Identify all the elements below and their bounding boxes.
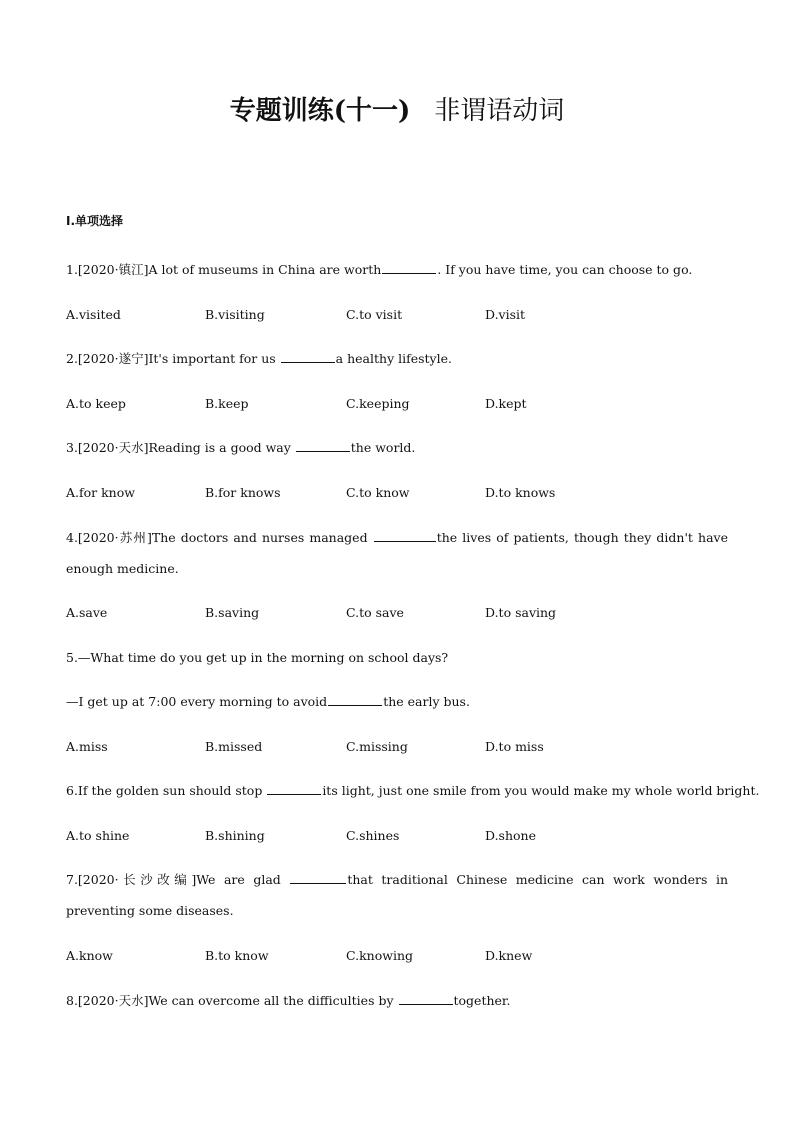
question-1: 1.[2020·镇江]A lot of museums in China are worth . If you have time, you can choose to go.: [66, 262, 693, 277]
answer-blank: [296, 439, 350, 452]
question-6: 6.If the golden sun should stop its light, just one smile from you would make my whole world bright.: [66, 783, 760, 798]
question-7: 7.[2020·长沙改编]We are glad that traditional Chinese medicine can work wonders in preventing some diseases.: [66, 872, 728, 918]
option-a: A.miss: [66, 739, 108, 754]
option-a: A.visited: [66, 307, 121, 322]
option-c: C.missing: [346, 739, 408, 754]
option-d: D.to saving: [485, 605, 557, 620]
option-c: C.to know: [346, 485, 410, 500]
option-d: D.visit: [485, 307, 526, 322]
option-c: C.knowing: [346, 948, 413, 963]
title-topic: 专题训练(十一): [229, 96, 411, 126]
option-b: B.to know: [205, 948, 269, 963]
page-title: [0, 93, 794, 129]
question-8: 8.[2020·天水]We can overcome all the difficulties by together.: [66, 993, 511, 1008]
answer-blank: [382, 261, 436, 274]
answer-blank: [399, 992, 453, 1005]
question-5-prompt: 5.—What time do you get up in the morning on school days?: [66, 650, 449, 665]
option-c: C.keeping: [346, 396, 410, 411]
option-a: A.to shine: [66, 828, 130, 843]
option-b: B.shining: [205, 828, 265, 843]
question-5: —I get up at 7:00 every morning to avoid the early bus.: [66, 694, 470, 709]
option-d: D.kept: [485, 396, 527, 411]
answer-blank: [281, 350, 335, 363]
option-a: A.save: [66, 605, 108, 620]
option-a: A.for know: [66, 485, 135, 500]
title-subject: 非谓语动词: [434, 96, 565, 126]
option-b: B.saving: [205, 605, 260, 620]
answer-blank: [328, 693, 382, 706]
option-a: A.to keep: [66, 396, 126, 411]
option-d: D.to knows: [485, 485, 556, 500]
option-c: C.shines: [346, 828, 400, 843]
option-b: B.keep: [205, 396, 249, 411]
option-a: A.know: [66, 948, 113, 963]
question-3: 3.[2020·天水]Reading is a good way the world.: [66, 440, 416, 455]
question-4: 4.[2020·苏州]The doctors and nurses managed the lives of patients, though they didn't have enough medicine.: [66, 530, 728, 576]
question-2: 2.[2020·遂宁]It's important for us a healthy lifestyle.: [66, 351, 452, 366]
answer-blank: [290, 871, 346, 884]
answer-blank: [267, 782, 321, 795]
option-b: B.visiting: [205, 307, 265, 322]
option-d: D.knew: [485, 948, 533, 963]
option-d: D.shone: [485, 828, 536, 843]
option-b: B.missed: [205, 739, 263, 754]
option-b: B.for knows: [205, 485, 281, 500]
answer-blank: [374, 529, 436, 542]
option-c: C.to save: [346, 605, 404, 620]
option-d: D.to miss: [485, 739, 544, 754]
section-heading: Ⅰ.单项选择: [66, 214, 124, 228]
option-c: C.to visit: [346, 307, 403, 322]
